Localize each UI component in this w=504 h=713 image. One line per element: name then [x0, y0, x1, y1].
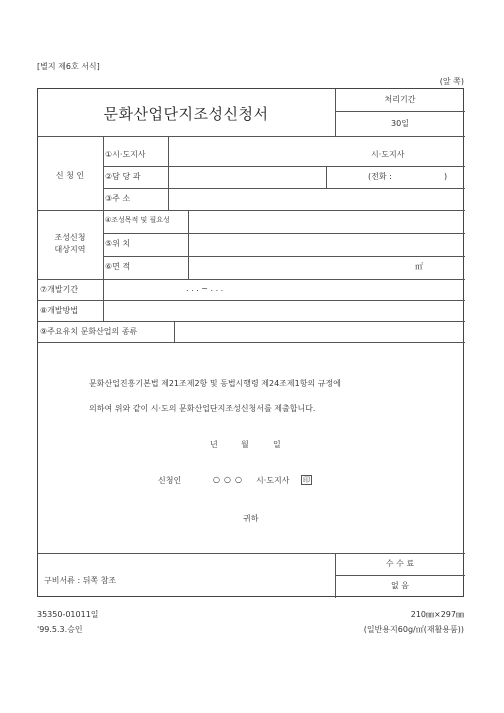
- declaration-line-2: 의하여 위와 같이 시·도의 문화산업단지조성신청서를 제출합니다.: [89, 404, 316, 413]
- applicant-sign-label: 신청인: [158, 476, 182, 485]
- target-area-label-2: 대상지역: [54, 245, 86, 254]
- paper-type: (일반용지60g/㎡(재활용품)): [363, 625, 464, 634]
- applicant-title: 시·도지사: [256, 476, 290, 485]
- applicant-section-label: 신 청 인: [55, 171, 85, 180]
- paper-size: 210㎜×297㎜: [410, 610, 464, 619]
- declaration-line-1: 문화산업진흥기본법 제21조제2항 및 동법시행령 제24조제1항의 규정에: [89, 379, 341, 388]
- address-label: ③주 소: [105, 194, 131, 203]
- processing-period-value: 30일: [391, 119, 409, 128]
- form-number: [별지 제6호 서식]: [37, 62, 100, 71]
- approval-date: '99.5.3.승인: [37, 625, 83, 634]
- processing-period-label: 처리기간: [384, 95, 416, 104]
- page-side-label: (앞 쪽): [439, 77, 464, 86]
- department-label: ②담 당 과: [105, 172, 141, 181]
- fee-label: 수 수 료: [385, 559, 415, 568]
- industry-types-label: ⑨주요유치 문화산업의 종류: [40, 327, 138, 336]
- target-area-label-1: 조성신청: [54, 233, 86, 242]
- governor-value: 시·도지사: [371, 150, 405, 159]
- location-label: ⑤위 치: [105, 239, 131, 248]
- application-form: [37, 88, 464, 597]
- dev-period-label: ⑦개발기간: [40, 285, 79, 294]
- date-month: 월: [241, 440, 249, 449]
- attachment-note: 구비서류 : 뒤쪽 참조: [44, 576, 117, 585]
- recipient-label: 귀하: [243, 514, 259, 523]
- fee-value: 없 음: [391, 581, 409, 590]
- dev-period-value: . . . ~ . . .: [186, 284, 224, 293]
- governor-label: ①시·도지사: [105, 150, 146, 159]
- phone-close: ): [444, 172, 448, 181]
- seal-mark: 印: [303, 476, 310, 484]
- phone-label: (전화 :: [368, 172, 392, 181]
- dev-method-label: ⑧개발방법: [40, 306, 79, 315]
- date-year: 년: [210, 440, 218, 449]
- purpose-label: ④조성목적 및 필요성: [105, 216, 170, 224]
- area-size-label: ⑥면 적: [105, 262, 131, 271]
- area-unit: ㎡: [415, 262, 423, 271]
- form-code: 35350-01011일: [37, 610, 99, 619]
- form-title: 문화산업단지조성신청서: [103, 105, 269, 123]
- date-day: 일: [273, 440, 281, 449]
- applicant-name-placeholder: ○○○: [213, 475, 246, 484]
